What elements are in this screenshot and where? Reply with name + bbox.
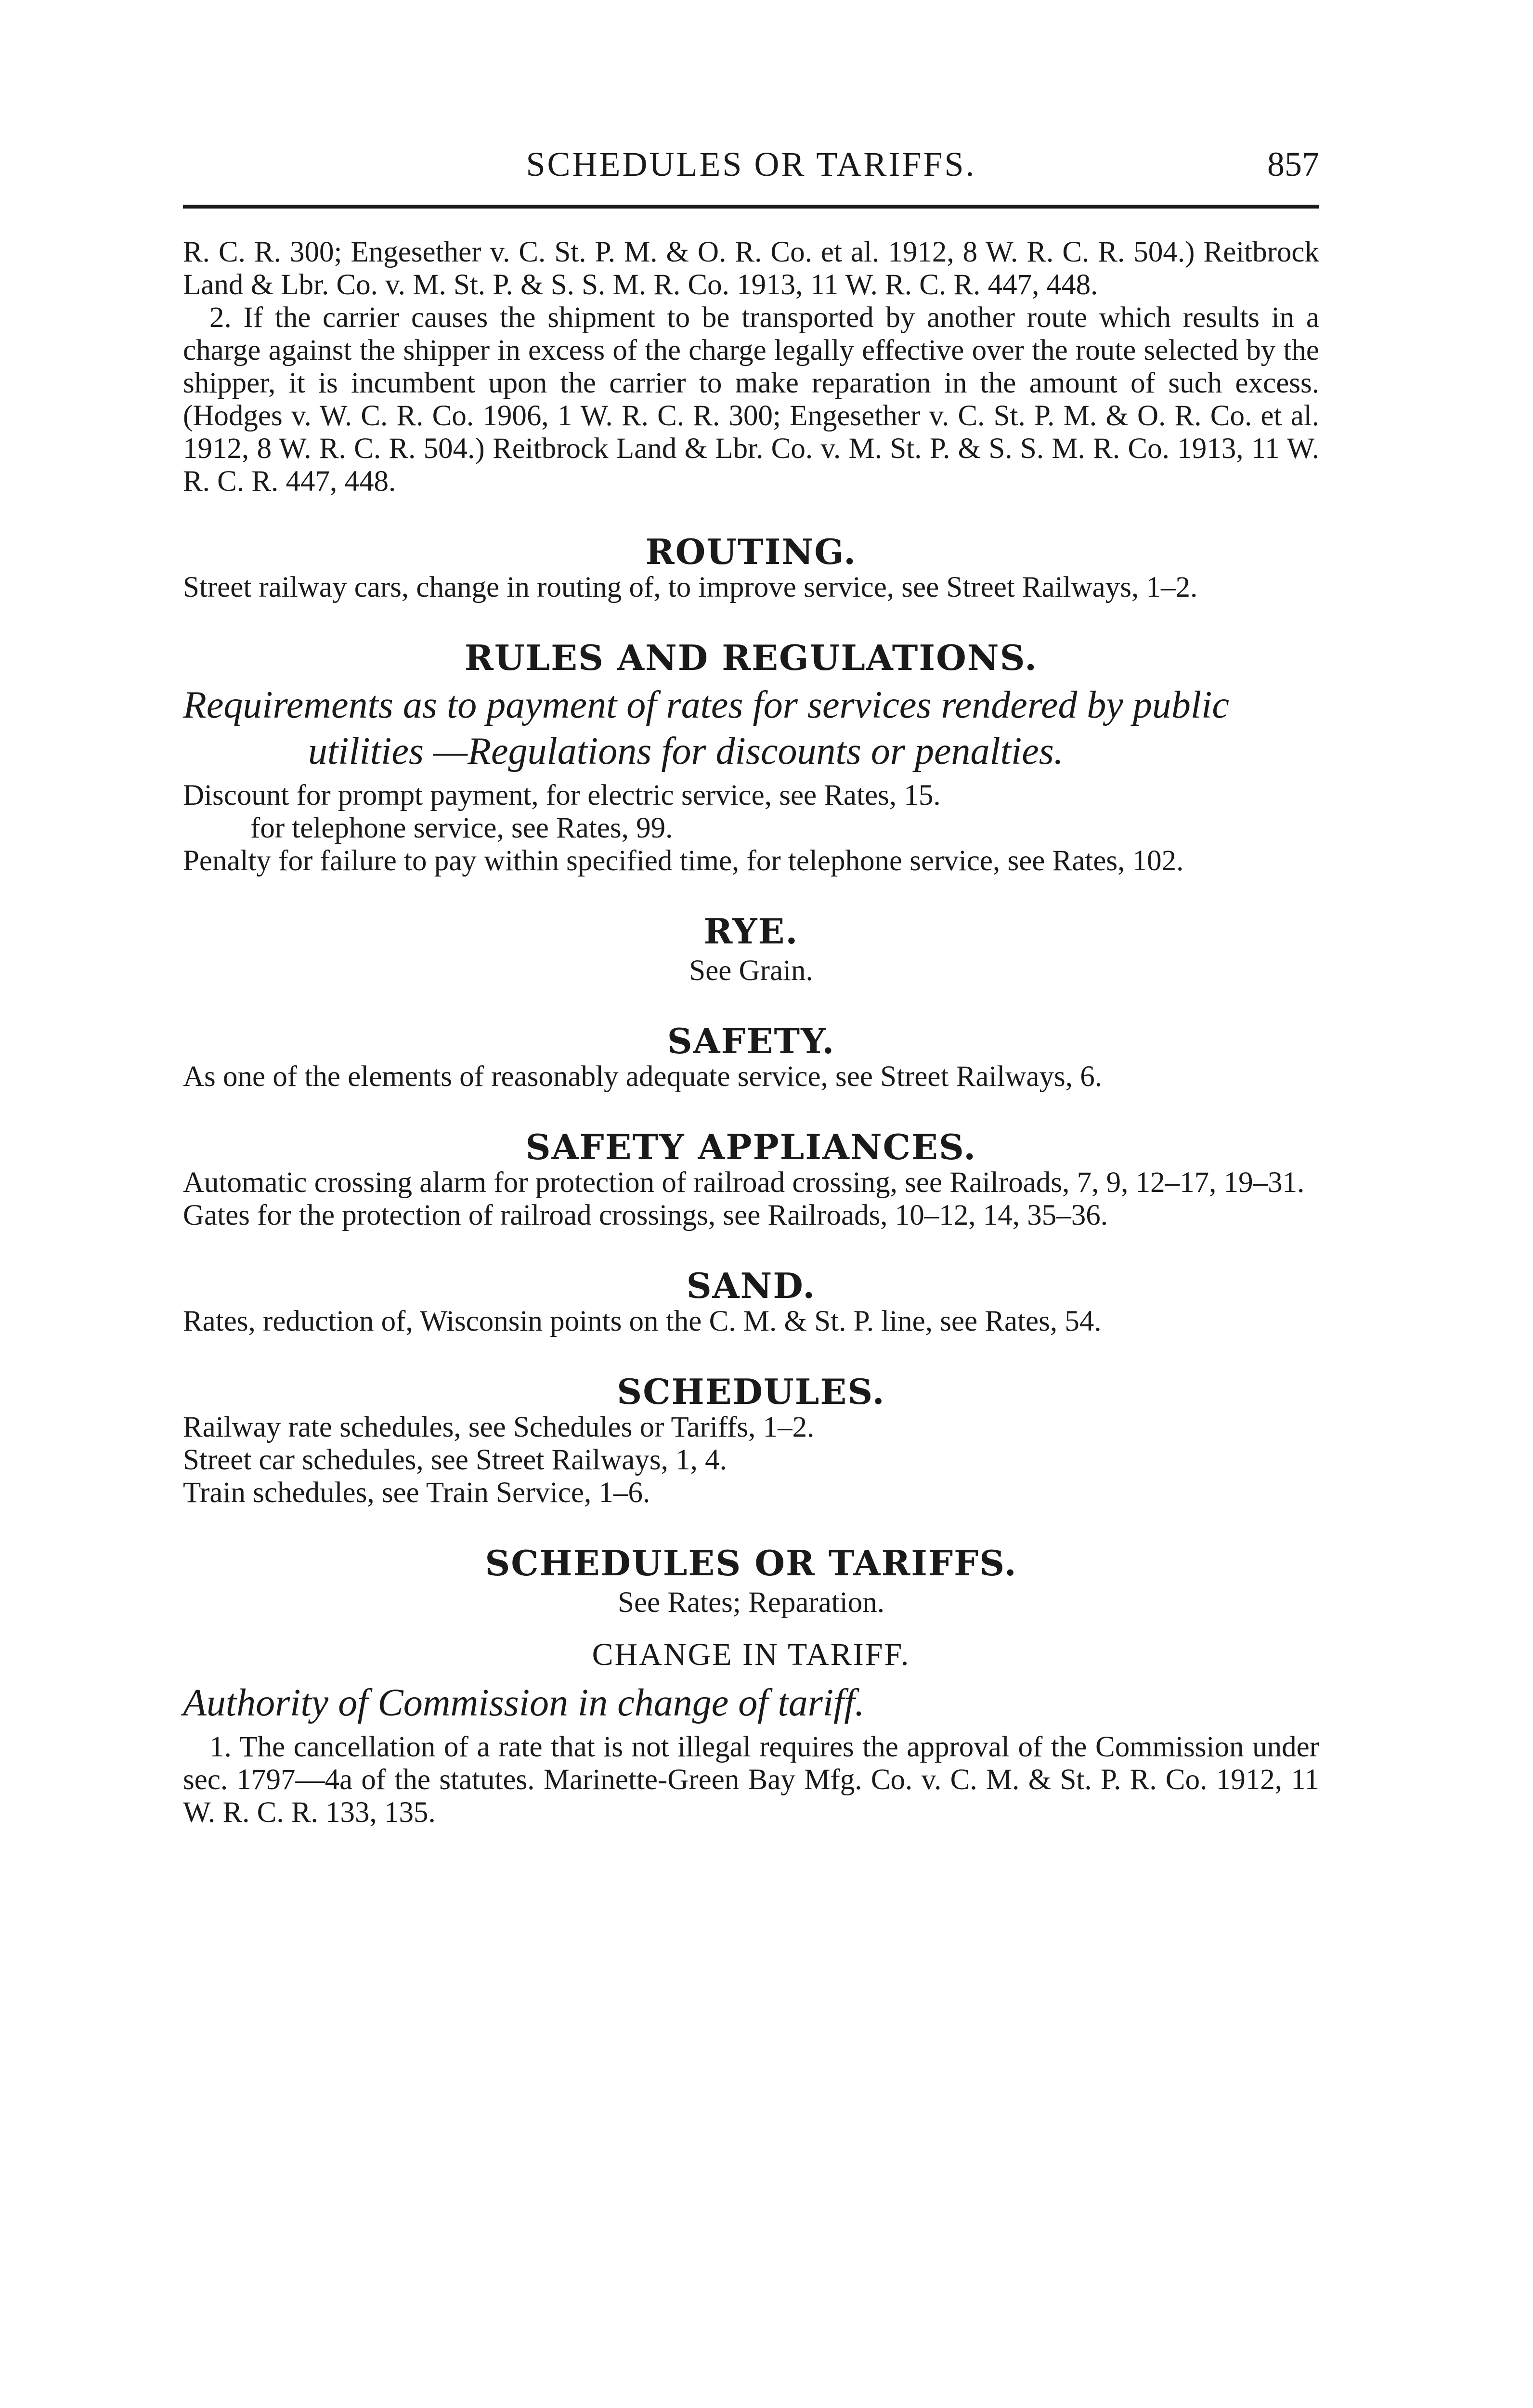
heading-safety: SAFETY. (667, 1021, 835, 1061)
schedules-tariffs-see-reference: See Rates; Reparation. (618, 1586, 884, 1619)
heading-rye: RYE. (703, 911, 799, 952)
heading-sand: SAND. (686, 1265, 816, 1306)
sand-entry: Rates, reduction of, Wisconsin points on the C. M. & St. P. line, see Rates, 54. (183, 1305, 1102, 1337)
heading-routing: ROUTING. (645, 531, 857, 572)
tariff-entry-cancellation: 1. The cancellation of a rate that is not illegal requires the approval of the Commission under sec. 1797—4a of the statutes. Marinette-Green Bay Mfg. Co. v. C. M. & St. P. R. Co. 1912, 11 W. R. C. R. 133, 135. (183, 1731, 1319, 1829)
rules-entry-penalty: Penalty for failure to pay within specified time, for telephone service, see Rates, 102. (183, 845, 1184, 877)
page-content (183, 236, 1319, 1829)
rules-topic: Requirements as to payment of rates for services rendered by public utilities —Regulations for discounts or penalties. (183, 684, 1229, 772)
schedules-entry-railway: Railway rate schedules, see Schedules or Tariffs, 1–2. (183, 1411, 815, 1443)
routing-entry: Street railway cars, change in routing of, to improve service, see Street Railways, 1–2. (183, 571, 1198, 603)
heading-rules-and-regulations: RULES AND REGULATIONS. (464, 637, 1038, 678)
heading-schedules-or-tariffs: SCHEDULES OR TARIFFS. (485, 1543, 1017, 1584)
schedules-entry-train: Train schedules, see Train Service, 1–6. (183, 1477, 650, 1509)
heading-safety-appliances: SAFETY APPLIANCES. (525, 1126, 977, 1167)
page-number: 857 (1267, 145, 1319, 183)
tariff-topic: Authority of Commission in change of tariff. (183, 1682, 865, 1724)
header-rule (183, 205, 1319, 209)
schedules-entry-street-car: Street car schedules, see Street Railways, 1, 4. (183, 1444, 727, 1476)
rules-entry-discount: Discount for prompt payment, for electric service, see Rates, 15. (183, 779, 941, 811)
paragraph-2: 2. If the carrier causes the shipment to be transported by another route which results in a charge against the shipper in excess of the charge legally effective over the route selected by the shipper, it is incumbent upon the carrier to make reparation in the amount of such excess. (Hodges v. W. C. R. Co. 1906, 1 W. R. C. R. 300; Engesether v. C. St. P. M. & O. R. Co. et al. 1912, 8 W. R. C. R. 504.) Reitbrock Land & Lbr. Co. v. M. St. P. & S. S. M. R. Co. 1913, 11 W. R. C. R. 447, 448. (183, 301, 1319, 497)
subheading-change-in-tariff: CHANGE IN TARIFF. (592, 1637, 910, 1672)
safety-appliances-entry-gates: Gates for the protection of railroad crossings, see Railroads, 10–12, 14, 35–36. (183, 1199, 1108, 1231)
running-head (183, 144, 1319, 193)
safety-appliances-entry-alarm: Automatic crossing alarm for protection of railroad crossing, see Railroads, 7, 9, 12–17, 19–31. (183, 1166, 1305, 1199)
rye-see-reference: See Grain. (689, 955, 813, 987)
rules-entry-telephone: for telephone service, see Rates, 99. (250, 812, 673, 844)
running-title: SCHEDULES OR TARIFFS. (526, 145, 976, 183)
safety-entry: As one of the elements of reasonably adequate service, see Street Railways, 6. (183, 1060, 1102, 1093)
continuation-paragraph: R. C. R. 300; Engesether v. C. St. P. M. & O. R. Co. et al. 1912, 8 W. R. C. R. 504.) Reitbrock Land & Lbr. Co. v. M. St. P. & S. S. M. R. Co. 1913, 11 W. R. C. R. 447, 448. (183, 236, 1319, 301)
heading-schedules: SCHEDULES. (617, 1371, 885, 1412)
